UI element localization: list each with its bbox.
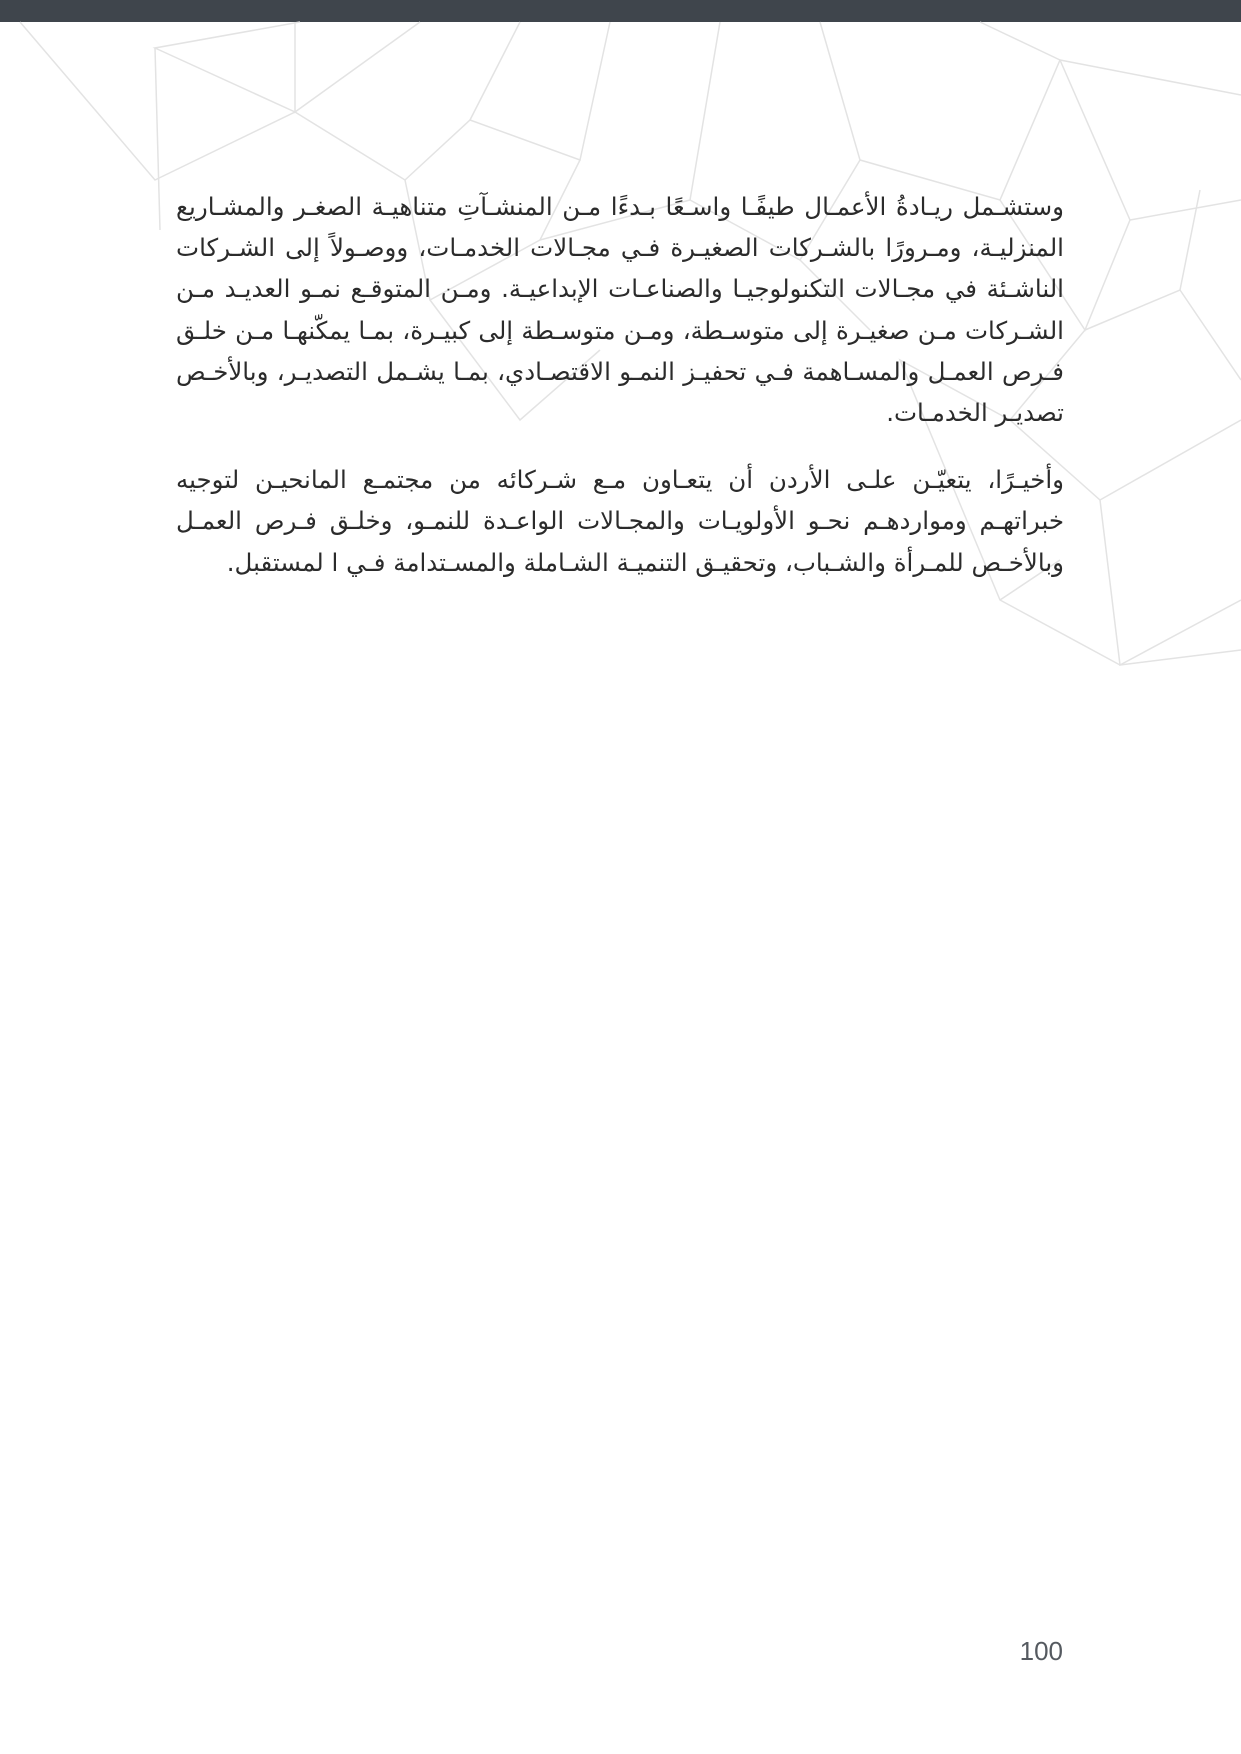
document-body <box>176 186 1064 609</box>
page-number: 100 <box>1019 1636 1063 1666</box>
paragraph-donor-cooperation: وأخيـرًا، يتعيّـن علـى الأردن أن يتعـاون مـع شـركائه من مجتمـع المانحيـن لتوجيه خبراتهـم ومواردهـم نحـو الأولويـات والمجـالات الواعـدة للنمـو، وخلـق فـرص العمـل وبالأخـص للمـرأة والشـباب، وتحقيـق التنميـة الشـاملة والمسـتدامة فـي ا لمستقبل. <box>176 465 1064 577</box>
paragraph-entrepreneurship: وستشـمل ريـادةُ الأعمـال طيفًـا واسـعًا بـدءًا مـن المنشـآتِ متناهيـة الصغـر والمشـاريع المنزليـة، ومـرورًا بالشـركات الصغيـرة فـي مجـالات الخدمـات، ووصـولاً إلى الشـركات الناشـئة في مجـالات التكنولوجيـا والصناعـات الإبداعيـة. ومـن المتوقـع نمـو العديـد مـن الشـركات مـن صغيـرة إلى متوسـطة، ومـن متوسـطة إلى كبيـرة، بمـا يمكّنهـا مـن خلـق فـرص العمـل والمسـاهمة فـي تحفيـز النمـو الاقتصـادي، بمـا يشـمل التصديـر، وبالأخـص تصديـر الخدمـات. <box>176 192 1064 428</box>
